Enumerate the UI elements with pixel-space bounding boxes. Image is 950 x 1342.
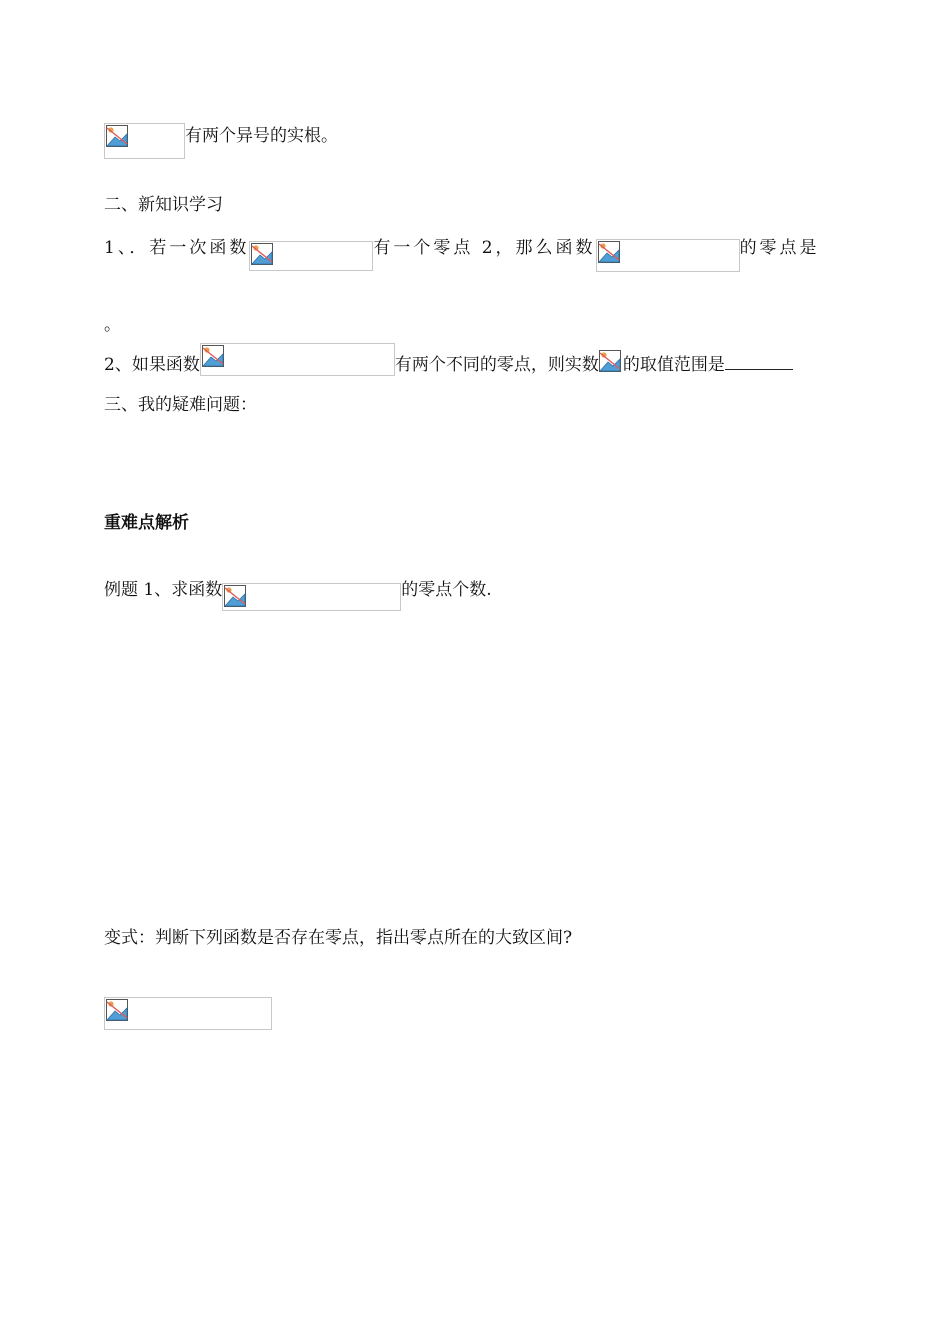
formula-image: [249, 241, 373, 271]
formula-image: [599, 350, 623, 374]
variant-formula: [104, 997, 272, 1030]
key-points-heading: [104, 508, 189, 533]
example-1: [104, 575, 492, 611]
variant-text: 变式：判断下列函数是否存在零点，指出零点所在的大致区间?: [104, 928, 573, 948]
section-new-knowledge: [104, 190, 223, 215]
broken-image-icon: [106, 999, 128, 1021]
question-1-prefix: 1、．若一次函数: [104, 238, 250, 258]
broken-image-icon: [251, 243, 273, 265]
formula-image: [104, 123, 185, 159]
question-1-end-mark: 。: [104, 315, 121, 335]
example-1-suffix: 的零点个数.: [401, 580, 492, 600]
formula-image: [596, 239, 740, 272]
question-1-mid: 有一个零点 2，那么函数: [373, 238, 596, 258]
section-questions: [104, 390, 257, 415]
broken-image-icon: [599, 350, 621, 372]
formula-image: [222, 583, 401, 611]
broken-image-icon: [202, 345, 224, 367]
line-real-roots: [104, 123, 338, 159]
broken-image-icon: [106, 125, 128, 147]
formula-image: [200, 343, 395, 376]
question-1-end: [104, 310, 121, 335]
section-title: 二、新知识学习: [104, 195, 223, 215]
heading-text: 重难点解析: [104, 513, 189, 533]
example-1-prefix: 例题 1、求函数: [104, 580, 223, 600]
broken-image-icon: [598, 241, 620, 263]
question-2-suffix: 的取值范围是: [622, 355, 725, 375]
question-2: [104, 343, 793, 376]
real-roots-text: 有两个异号的实根。: [185, 126, 338, 146]
question-1-suffix: 的零点是: [739, 238, 820, 258]
answer-blank[interactable]: [725, 355, 793, 370]
formula-image: [104, 997, 272, 1030]
variant-exercise: [104, 923, 572, 948]
section-title: 三、我的疑难问题：: [104, 395, 257, 415]
question-2-mid: 有两个不同的零点，则实数: [394, 355, 599, 375]
broken-image-icon: [224, 585, 246, 607]
question-2-prefix: 2、如果函数: [104, 355, 200, 375]
question-1: [104, 233, 820, 272]
